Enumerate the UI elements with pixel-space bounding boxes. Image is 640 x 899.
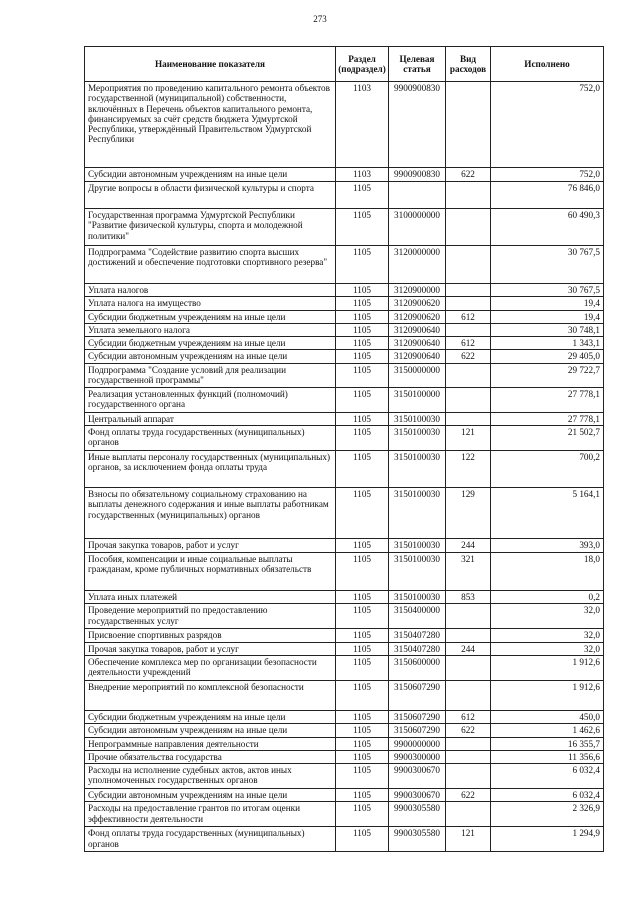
row-expense-kind [446, 387, 491, 412]
row-expense-kind [446, 737, 491, 750]
row-section: 1105 [336, 323, 389, 336]
table-row [85, 827, 604, 852]
row-indicator-name: Взносы по обязательному социальному страхованию на выплаты денежного содержания и иные выплаты работникам государственных (муниципальных) органов [85, 488, 336, 539]
row-section: 1103 [336, 82, 389, 168]
row-target-article: 9900300670 [389, 764, 446, 789]
row-expense-kind: 612 [446, 710, 491, 723]
row-executed-amount: 76 846,0 [491, 182, 604, 209]
row-executed-amount: 11 356,6 [491, 750, 604, 763]
table-row [85, 363, 604, 387]
row-executed-amount: 19,4 [491, 297, 604, 310]
row-section: 1105 [336, 350, 389, 363]
row-section: 1105 [336, 591, 389, 604]
table-row [85, 310, 604, 323]
row-indicator-name: Непрограммные направления деятельности [85, 737, 336, 750]
row-target-article: 3150100030 [389, 451, 446, 488]
row-target-article: 3150100000 [389, 387, 446, 412]
row-section: 1105 [336, 642, 389, 655]
row-indicator-name: Прочая закупка товаров, работ и услуг [85, 642, 336, 655]
table-row [85, 655, 604, 680]
row-executed-amount: 32,0 [491, 642, 604, 655]
table-row [85, 764, 604, 789]
row-expense-kind [446, 363, 491, 387]
row-target-article: 3150100030 [389, 591, 446, 604]
row-executed-amount: 27 778,1 [491, 387, 604, 412]
row-section: 1105 [336, 297, 389, 310]
table-row [85, 284, 604, 297]
row-executed-amount: 32,0 [491, 604, 604, 629]
row-expense-kind [446, 297, 491, 310]
row-section: 1105 [336, 789, 389, 802]
row-executed-amount: 2 326,9 [491, 802, 604, 827]
row-expense-kind [446, 182, 491, 209]
row-indicator-name: Другие вопросы в области физической культуры и спорта [85, 182, 336, 209]
row-section: 1105 [336, 539, 389, 553]
row-section: 1105 [336, 655, 389, 680]
row-indicator-name: Уплата налога на имущество [85, 297, 336, 310]
row-target-article: 3150407280 [389, 642, 446, 655]
table-row [85, 604, 604, 629]
row-section: 1105 [336, 827, 389, 852]
row-section: 1105 [336, 337, 389, 350]
row-target-article: 3120900640 [389, 323, 446, 336]
row-indicator-name: Обеспечение комплекса мер по организации безопасности деятельности учреждений [85, 655, 336, 680]
row-target-article: 3150607290 [389, 724, 446, 737]
row-target-article: 3150100030 [389, 553, 446, 591]
row-executed-amount: 29 405,0 [491, 350, 604, 363]
row-executed-amount: 1 343,1 [491, 337, 604, 350]
row-executed-amount: 19,4 [491, 310, 604, 323]
row-indicator-name: Подпрограмма "Создание условий для реализации государственной программы" [85, 363, 336, 387]
row-executed-amount: 450,0 [491, 710, 604, 723]
table-row [85, 168, 604, 182]
table-row [85, 246, 604, 284]
table-row [85, 426, 604, 451]
row-expense-kind: 612 [446, 337, 491, 350]
row-indicator-name: Субсидии бюджетным учреждениям на иные цели [85, 310, 336, 323]
table-row [85, 323, 604, 336]
row-indicator-name: Уплата налогов [85, 284, 336, 297]
table-row [85, 412, 604, 425]
row-target-article: 3150100030 [389, 412, 446, 425]
table-row [85, 451, 604, 488]
row-target-article: 3150607290 [389, 710, 446, 723]
row-target-article: 9900900830 [389, 168, 446, 182]
row-target-article: 3120000000 [389, 246, 446, 284]
table-row [85, 337, 604, 350]
row-indicator-name: Расходы на исполнение судебных актов, актов иных уполномоченных государственных органов [85, 764, 336, 789]
header-indicator-name: Наименование показателя [85, 47, 336, 82]
row-target-article: 9900300000 [389, 750, 446, 763]
row-executed-amount: 6 032,4 [491, 764, 604, 789]
row-indicator-name: Государственная программа Удмуртской Республики "Развитие физической культуры, спорта и молодежной политики" [85, 209, 336, 246]
row-target-article: 9900305580 [389, 802, 446, 827]
table-row [85, 680, 604, 710]
row-executed-amount: 30 767,5 [491, 284, 604, 297]
row-indicator-name: Центральный аппарат [85, 412, 336, 425]
row-executed-amount: 1 462,6 [491, 724, 604, 737]
table-row [85, 209, 604, 246]
table-row [85, 387, 604, 412]
row-indicator-name: Фонд оплаты труда государственных (муниципальных) органов [85, 426, 336, 451]
row-expense-kind: 121 [446, 827, 491, 852]
row-section: 1105 [336, 209, 389, 246]
table-row [85, 750, 604, 763]
row-target-article: 9900900830 [389, 82, 446, 168]
row-expense-kind: 321 [446, 553, 491, 591]
header-executed: Исполнено [491, 47, 604, 82]
row-executed-amount: 32,0 [491, 629, 604, 642]
table-row [85, 802, 604, 827]
row-expense-kind [446, 629, 491, 642]
table-row [85, 182, 604, 209]
page-number: 273 [313, 14, 327, 24]
row-section: 1105 [336, 750, 389, 763]
table-row [85, 350, 604, 363]
table-row [85, 629, 604, 642]
row-indicator-name: Уплата иных платежей [85, 591, 336, 604]
row-executed-amount: 1 912,6 [491, 655, 604, 680]
table-row [85, 553, 604, 591]
row-expense-kind [446, 764, 491, 789]
row-executed-amount: 21 502,7 [491, 426, 604, 451]
row-executed-amount: 27 778,1 [491, 412, 604, 425]
row-executed-amount: 1 294,9 [491, 827, 604, 852]
row-target-article: 3120900620 [389, 310, 446, 323]
row-expense-kind [446, 82, 491, 168]
row-indicator-name: Уплата земельного налога [85, 323, 336, 336]
row-expense-kind: 622 [446, 724, 491, 737]
row-indicator-name: Фонд оплаты труда государственных (муниципальных) органов [85, 827, 336, 852]
table-row [85, 488, 604, 539]
row-section: 1105 [336, 629, 389, 642]
table-row [85, 591, 604, 604]
row-indicator-name: Реализация установленных функций (полномочий) государственного органа [85, 387, 336, 412]
row-expense-kind: 622 [446, 168, 491, 182]
row-expense-kind: 244 [446, 642, 491, 655]
row-expense-kind: 853 [446, 591, 491, 604]
row-executed-amount: 752,0 [491, 168, 604, 182]
row-expense-kind: 622 [446, 350, 491, 363]
row-executed-amount: 1 912,6 [491, 680, 604, 710]
row-expense-kind: 122 [446, 451, 491, 488]
row-expense-kind [446, 750, 491, 763]
table-row [85, 737, 604, 750]
row-expense-kind: 121 [446, 426, 491, 451]
row-target-article: 3150100030 [389, 488, 446, 539]
budget-execution-table [84, 46, 604, 852]
row-section: 1105 [336, 182, 389, 209]
row-executed-amount: 16 355,7 [491, 737, 604, 750]
row-executed-amount: 393,0 [491, 539, 604, 553]
row-indicator-name: Субсидии бюджетным учреждениям на иные цели [85, 710, 336, 723]
row-section: 1105 [336, 724, 389, 737]
row-executed-amount: 700,2 [491, 451, 604, 488]
row-target-article: 3150607290 [389, 680, 446, 710]
table-row [85, 724, 604, 737]
row-indicator-name: Субсидии автономным учреждениям на иные цели [85, 789, 336, 802]
row-section: 1105 [336, 710, 389, 723]
row-indicator-name: Присвоение спортивных разрядов [85, 629, 336, 642]
row-expense-kind [446, 412, 491, 425]
row-executed-amount: 18,0 [491, 553, 604, 591]
row-section: 1105 [336, 246, 389, 284]
table-row [85, 297, 604, 310]
row-executed-amount: 5 164,1 [491, 488, 604, 539]
row-executed-amount: 0,2 [491, 591, 604, 604]
row-section: 1105 [336, 310, 389, 323]
row-section: 1105 [336, 426, 389, 451]
row-target-article: 9900300670 [389, 789, 446, 802]
row-section: 1105 [336, 680, 389, 710]
row-indicator-name: Иные выплаты персоналу государственных (муниципальных) органов, за исключением фонда оплаты труда [85, 451, 336, 488]
row-section: 1105 [336, 737, 389, 750]
row-expense-kind [446, 209, 491, 246]
row-expense-kind [446, 680, 491, 710]
row-executed-amount: 60 490,3 [491, 209, 604, 246]
row-target-article: 9900000000 [389, 737, 446, 750]
row-expense-kind [446, 655, 491, 680]
header-target-article: Целевая статья [389, 47, 446, 82]
row-section: 1105 [336, 363, 389, 387]
row-indicator-name: Пособия, компенсации и иные социальные выплаты гражданам, кроме публичных нормативных обязательств [85, 553, 336, 591]
table-row [85, 82, 604, 168]
row-section: 1105 [336, 412, 389, 425]
row-target-article: 3120900000 [389, 284, 446, 297]
row-indicator-name: Расходы на предоставление грантов по итогам оценки эффективности деятельности [85, 802, 336, 827]
table-row [85, 710, 604, 723]
row-target-article: 9900305580 [389, 827, 446, 852]
row-executed-amount: 6 032,4 [491, 789, 604, 802]
row-indicator-name: Мероприятия по проведению капитального ремонта объектов государственной (муниципальной) собственности, включённых в Перечень объектов капитального ремонта, финансируемых за счёт средств бюджета Удмуртской Республики, утверждённый Правительством Удмуртской Республики [85, 82, 336, 168]
header-expense-kind: Вид расходов [446, 47, 491, 82]
row-executed-amount: 30 748,1 [491, 323, 604, 336]
row-expense-kind [446, 246, 491, 284]
row-target-article: 3120900640 [389, 337, 446, 350]
row-target-article: 3100000000 [389, 209, 446, 246]
table-row [85, 642, 604, 655]
row-section: 1105 [336, 764, 389, 789]
row-section: 1105 [336, 802, 389, 827]
row-indicator-name: Прочая закупка товаров, работ и услуг [85, 539, 336, 553]
row-expense-kind [446, 323, 491, 336]
row-indicator-name: Внедрение мероприятий по комплексной безопасности [85, 680, 336, 710]
table-header-row [85, 47, 604, 82]
row-indicator-name: Субсидии автономным учреждениям на иные цели [85, 724, 336, 737]
row-section: 1103 [336, 168, 389, 182]
row-expense-kind: 244 [446, 539, 491, 553]
row-expense-kind [446, 802, 491, 827]
row-indicator-name: Субсидии автономным учреждениям на иные цели [85, 350, 336, 363]
row-section: 1105 [336, 553, 389, 591]
row-executed-amount: 752,0 [491, 82, 604, 168]
row-executed-amount: 30 767,5 [491, 246, 604, 284]
row-section: 1105 [336, 284, 389, 297]
row-indicator-name: Субсидии бюджетным учреждениям на иные цели [85, 337, 336, 350]
row-target-article [389, 182, 446, 209]
row-target-article: 3150100030 [389, 426, 446, 451]
row-target-article: 3150000000 [389, 363, 446, 387]
row-target-article: 3150400000 [389, 604, 446, 629]
row-expense-kind: 129 [446, 488, 491, 539]
row-expense-kind [446, 604, 491, 629]
row-indicator-name: Проведение мероприятий по предоставлению государственных услуг [85, 604, 336, 629]
row-target-article: 3120900620 [389, 297, 446, 310]
row-indicator-name: Прочие обязательства государства [85, 750, 336, 763]
table-row [85, 789, 604, 802]
header-section: Раздел (подраздел) [336, 47, 389, 82]
row-section: 1105 [336, 488, 389, 539]
row-target-article: 3150407280 [389, 629, 446, 642]
row-executed-amount: 29 722,7 [491, 363, 604, 387]
row-target-article: 3120900640 [389, 350, 446, 363]
row-section: 1105 [336, 387, 389, 412]
row-target-article: 3150100030 [389, 539, 446, 553]
row-expense-kind [446, 284, 491, 297]
row-section: 1105 [336, 604, 389, 629]
row-indicator-name: Подпрограмма "Содействие развитию спорта высших достижений и обеспечение подготовки спортивного резерва" [85, 246, 336, 284]
row-section: 1105 [336, 451, 389, 488]
table-body [85, 82, 604, 852]
row-target-article: 3150600000 [389, 655, 446, 680]
table-row [85, 539, 604, 553]
row-expense-kind: 612 [446, 310, 491, 323]
row-expense-kind: 622 [446, 789, 491, 802]
row-indicator-name: Субсидии автономным учреждениям на иные цели [85, 168, 336, 182]
